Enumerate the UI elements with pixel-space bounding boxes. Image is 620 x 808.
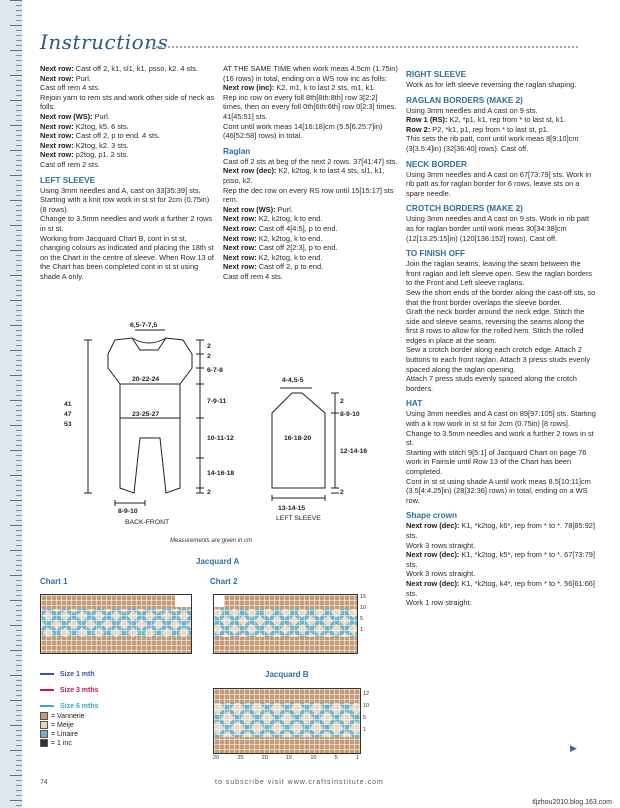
- row-label: Next row:: [223, 214, 257, 224]
- chart-b-row-numbers: 12 10 5 1: [363, 691, 370, 733]
- instruction-line: [406, 345, 596, 374]
- instruction-line: [223, 93, 399, 122]
- instruction-text: K1, *k2tog, k4*, rep from * to *. 56[61:66] sts.: [406, 578, 595, 598]
- instruction-line: [223, 166, 399, 185]
- dim-hip: 23-25-27: [132, 411, 160, 418]
- instruction-line: [406, 125, 596, 135]
- yarn-swatch-icon: [40, 730, 48, 738]
- row-label: Next row:: [223, 252, 257, 262]
- dim-chest: 20-22-24: [132, 376, 160, 383]
- row-label: Row 2:: [406, 124, 431, 134]
- instruction-text: K2tog, k5. 6 sts.: [73, 121, 129, 131]
- dim-sleeve-cuff: 13-14-15: [278, 505, 306, 512]
- row-label: Next row (dec):: [406, 521, 460, 531]
- page-number: 74: [40, 779, 48, 786]
- instruction-line: [40, 83, 215, 93]
- instruction-line: [406, 448, 596, 477]
- row-label: Next row (dec):: [406, 550, 460, 560]
- instruction-text: Using 3mm needles and A cast on 9 sts.: [406, 105, 538, 115]
- instruction-text: Attach 7 press studs evenly spaced along the crotch borders.: [406, 374, 577, 393]
- dim-body: 10-11-12: [207, 435, 234, 442]
- instructions-column-3: [406, 64, 596, 608]
- instruction-line: [223, 122, 399, 141]
- chart-2-label: Chart 2: [210, 577, 238, 586]
- size-legend-item: [40, 667, 99, 683]
- instruction-text: AT THE SAME TIME when work meas 4.5cm (1.75in) (16 rows) in total, ending on a WS row inc as folls:: [223, 64, 398, 83]
- instruction-line: [40, 214, 215, 233]
- row-label: Next row (dec):: [223, 166, 277, 176]
- instructions-column-1: [40, 64, 215, 281]
- dim-sleeve-length: 12-14-16: [340, 448, 368, 455]
- instruction-line: [406, 259, 596, 288]
- instruction-text: Join the raglan seams, leaving the seam between the front raglan and left sleeve open. Sew the raglan borders to the Front and Left sleeve raglans.: [406, 259, 593, 288]
- instruction-text: Cast off 2, p to end. 4 sts.: [73, 131, 160, 141]
- instruction-line: [40, 131, 215, 141]
- section-heading: LEFT SLEEVE: [40, 175, 96, 185]
- instruction-line: [40, 112, 215, 122]
- instruction-line: [40, 150, 215, 160]
- dim-neck: 6,5-7-7,5: [130, 322, 158, 329]
- yarn-legend-item: [40, 730, 85, 739]
- instruction-line: [406, 134, 596, 153]
- yarn-swatch-icon: [40, 712, 48, 720]
- instruction-line: [406, 579, 596, 598]
- instruction-line: [40, 160, 215, 170]
- instruction-line: [223, 224, 399, 234]
- instruction-text: K2, k2tog, k to end.: [256, 233, 323, 243]
- back-front-label: BACK-FRONT: [125, 519, 170, 526]
- instruction-line: [406, 307, 596, 345]
- dim-t1: 2: [207, 343, 211, 350]
- instruction-text: Change to 3.5mm needles and work a further 2 rows in st st.: [40, 214, 213, 233]
- tape-measure-edge: [0, 0, 22, 808]
- instruction-text: Rep the dec row on every RS row until 15[15:17] sts rem.: [223, 185, 394, 205]
- dim-foot: 8-9-10: [118, 508, 138, 515]
- yarn-legend-item: [40, 712, 85, 721]
- size-line-swatch: [40, 689, 54, 691]
- yarn-label: = Linaire: [51, 731, 79, 738]
- instruction-line: [406, 598, 596, 608]
- instruction-text: This sets the rib patt, cont until work meas 8[9:10]cm (3[3.5:4]in) (32[36:40] rows). Cast off.: [406, 134, 579, 153]
- instruction-text: K1, *k2tog, k6*, rep from * to *. 78[85:92] sts.: [406, 521, 595, 540]
- dim-len2: 47: [64, 411, 72, 418]
- instruction-text: Purl.: [275, 204, 293, 214]
- instruction-text: Cont in st st using shade A until work meas 8.5[10:11]cm (3.5[4:4.25]in) (28[32:36] rows) in total, ending on a WS row.: [406, 476, 591, 505]
- instruction-line: [406, 170, 596, 199]
- page-footer: [40, 779, 600, 786]
- instruction-text: Graft the neck border around the neck edge. Stitch the side and sleeve seams, reversing the seams along the first 8 rows to allow for the rolled hem. Stitch the rolled edges in place at the seam.: [406, 307, 585, 345]
- instruction-line: [40, 122, 215, 132]
- chart-1-label: Chart 1: [40, 577, 68, 586]
- instruction-text: K2, m1, k to last 2 sts, m1, k1.: [274, 83, 376, 93]
- instruction-text: Using 3mm needles and A cast on 89[97:105] sts. Starting with a k row work in st st for 2cm (0.75in) [8 rows].: [406, 409, 596, 429]
- instruction-text: Using 3mm needles and A, cast on 33[35:39] sts. Starting with a knit row work in st st for 2cm (0.75in) (8 rows).: [40, 185, 210, 214]
- instruction-text: Cast off rem 2 sts.: [40, 159, 100, 169]
- instruction-line: [223, 272, 399, 282]
- instruction-line: [406, 288, 596, 307]
- dim-sleeve-cap: 8-9-10: [340, 411, 360, 418]
- dim-yoke: 7-9-11: [207, 398, 227, 405]
- row-label: Row 1 (RS):: [406, 115, 448, 125]
- dim-len3: 53: [64, 421, 72, 428]
- row-label: Next row (dec):: [406, 578, 460, 588]
- instruction-line: [223, 157, 399, 167]
- instruction-text: p2tog, p1. 2 sts.: [73, 150, 129, 160]
- instruction-text: Purl.: [73, 73, 91, 83]
- instruction-line: [406, 569, 596, 579]
- instruction-line: [406, 550, 596, 569]
- size-label: Size 1 mth: [60, 671, 95, 678]
- left-sleeve-label: LEFT SLEEVE: [276, 515, 321, 522]
- instruction-line: [40, 64, 215, 74]
- garment-schematic: [40, 318, 380, 558]
- yarn-swatch-icon: [40, 721, 48, 729]
- instruction-text: Cast off rem 4 sts.: [223, 271, 283, 281]
- instruction-line: [406, 429, 596, 448]
- row-label: Next row:: [223, 262, 257, 272]
- instruction-text: K2, k2tog, k to end.: [256, 214, 323, 224]
- instruction-text: Cast off 2 sts at beg of the next 2 rows. 37[41:47] sts.: [223, 156, 398, 166]
- yarn-label: = Vannerie: [51, 713, 85, 720]
- instruction-line: [40, 74, 215, 84]
- jacquard-a-title: Jacquard A: [196, 557, 240, 566]
- row-label: Next row:: [40, 131, 74, 141]
- instruction-text: Cast off 2[2:3], p to end.: [256, 243, 338, 253]
- size-legend-item: [40, 683, 99, 699]
- yarn-legend-item: [40, 739, 85, 748]
- page-title: Instructions: [40, 30, 169, 54]
- dim-sleeve-hem: 2: [340, 489, 344, 496]
- instruction-text: Work as for left sleeve reversing the raglan shaping.: [406, 80, 577, 89]
- instruction-line: [223, 234, 399, 244]
- yarn-label: = 1 inc: [51, 740, 72, 747]
- jacquard-chart-2: [213, 594, 358, 654]
- instruction-text: Sew a crotch border along each crotch edge. Attach 2 buttons to each front raglan. Attach 3 press studs evenly spaced along the raglan opening.: [406, 345, 591, 374]
- instruction-line: [406, 106, 596, 116]
- instruction-line: [223, 214, 399, 224]
- dim-sleeve-2: 2: [340, 398, 344, 405]
- chart-a-row-numbers: 15 10 5 1: [360, 594, 367, 633]
- jacquard-chart-1: [40, 594, 192, 654]
- dim-len1: 41: [64, 401, 72, 408]
- row-label: Next row:: [40, 73, 74, 83]
- instruction-text: Cast off 4[4:5], p to end.: [256, 223, 338, 233]
- row-label: Next row (WS):: [223, 204, 276, 214]
- row-label: Next row:: [40, 150, 74, 160]
- dim-sleeve-top: 4-4,5-5: [282, 377, 304, 384]
- instruction-text: K2, *p1, k1, rep from * to last st, k1.: [447, 115, 566, 125]
- section-heading: CROTCH BORDERS (MAKE 2): [406, 204, 523, 214]
- row-label: Next row:: [40, 140, 74, 150]
- instruction-text: Rep inc row on every foll 8th[8th:8th] row 3[2:2] times, then on every foll 0th[6th:6th] row 0[2:3] times. 41[45:51] sts.: [223, 92, 397, 121]
- instruction-text: Starting with stitch 9[5:1] of Jacquard Chart on page 76 work in Fairisle until Row 13 of the Chart has been completed.: [406, 447, 587, 476]
- section-heading: RAGLAN BORDERS (MAKE 2): [406, 95, 523, 105]
- instruction-line: [406, 80, 596, 90]
- yarn-legend-item: [40, 721, 85, 730]
- dim-leg: 14-16-18: [207, 470, 235, 477]
- instruction-line: [406, 477, 596, 506]
- instruction-line: [223, 83, 399, 93]
- instruction-text: Cont until work meas 14[16:18]cm (5.5[6.25:7]in) (46[52:58] rows) in total.: [223, 121, 383, 141]
- instruction-line: [223, 243, 399, 253]
- instructions-column-2: [223, 64, 399, 281]
- jacquard-b-title: Jacquard B: [265, 670, 309, 679]
- yarn-label: = Meije: [51, 722, 74, 729]
- size-label: Size 6 mths: [60, 703, 99, 710]
- section-heading: Raglan: [223, 146, 251, 156]
- jacquard-chart-b: [213, 688, 361, 754]
- blog-credit: tljzhou2010.blog.163.com: [532, 799, 612, 806]
- dim-hem: 2: [207, 489, 211, 496]
- instruction-text: Using 3mm needles and A cast on 67[73:79] sts. Work in rib patt as for raglan border for 6 rows, leave sts on a spare needle.: [406, 169, 592, 198]
- instruction-text: Cast off 2, p to end.: [256, 262, 324, 272]
- instruction-line: [406, 115, 596, 125]
- instruction-text: Rejoin yarn to rem sts and work other side of neck as folls:: [40, 92, 215, 112]
- section-heading: HAT: [406, 399, 423, 409]
- section-heading: TO FINISH OFF: [406, 249, 465, 259]
- row-label: Next row:: [223, 223, 257, 233]
- row-label: Next row (inc):: [223, 83, 275, 93]
- row-label: Next row:: [40, 64, 74, 73]
- section-heading: Shape crown: [406, 511, 457, 521]
- row-label: Next row:: [40, 121, 74, 131]
- instruction-text: Work 1 row straight.: [406, 598, 472, 608]
- section-heading: NECK BORDER: [406, 159, 467, 169]
- row-label: Next row (WS):: [40, 111, 93, 121]
- instruction-text: K2tog, k2. 3 sts.: [73, 140, 129, 150]
- title-divider: [148, 46, 578, 48]
- instruction-line: [223, 186, 399, 205]
- instruction-line: [406, 541, 596, 551]
- instruction-line: [40, 93, 215, 112]
- instruction-line: [40, 186, 215, 215]
- instruction-text: K1, *k2tog, k5*, rep from * to *. 67[73:79] sts.: [406, 550, 595, 569]
- size-line-swatch: [40, 673, 54, 675]
- subscribe-text: to subscribe visit www.craftsinstitute.com: [215, 779, 384, 786]
- dim-sleeve-width: 16-18-20: [284, 435, 312, 442]
- instruction-text: Work 3 rows straight.: [406, 569, 476, 579]
- yarn-legend: [40, 712, 85, 748]
- instruction-text: K2, k2tog, k to end.: [256, 252, 323, 262]
- instruction-line: [406, 374, 596, 393]
- section-heading: RIGHT SLEEVE: [406, 70, 467, 79]
- instruction-line: [223, 205, 399, 215]
- row-label: Next row:: [223, 243, 257, 253]
- size-legend: [40, 667, 99, 715]
- instruction-line: [406, 521, 596, 540]
- instruction-text: Purl.: [92, 111, 110, 121]
- instruction-line: [40, 234, 215, 282]
- instruction-text: K2, k2tog, k to last 4 sts, sl1, k1, psso, k2.: [223, 166, 385, 185]
- instruction-line: [223, 253, 399, 263]
- measurement-note: Measurements are given in cm: [170, 538, 253, 544]
- instruction-line: [406, 409, 596, 428]
- instruction-line: [223, 64, 399, 83]
- instruction-text: Cast off 2, k1, sl1, k1, psso, k2. 4 sts.: [73, 64, 199, 73]
- dim-t2: 2: [207, 353, 211, 360]
- instruction-text: Working from Jacquard Chart B, cont in st st, changing colours as indicated and placing the 18th st on the Chart in the centre of sleeve. When Row 13 of the Chart has been completed cont in st st using shade A only.: [40, 233, 214, 281]
- instruction-text: Sew the short ends of the border along the cast-off sts, so that the front border overlaps the sleeve border.: [406, 287, 596, 307]
- instruction-text: Using 3mm needles and A cast on 9 sts. Work in rib patt as for raglan border until work meas 30[34:38]cm (12[13.25:15]in) (120[136:152] rows). Cast off.: [406, 214, 590, 243]
- instruction-text: Change to 3.5mm needles and work a further 2 rows in st st.: [406, 428, 594, 448]
- yarn-swatch-icon: [40, 739, 48, 747]
- instruction-line: [406, 214, 596, 243]
- row-label: Next row:: [223, 233, 257, 243]
- dim-shoulder: 6-7-8: [207, 367, 223, 374]
- size-line-swatch: [40, 705, 54, 707]
- instruction-text: Work 3 rows straight.: [406, 540, 476, 550]
- size-label: Size 3 mths: [60, 687, 99, 694]
- continue-arrow-icon: ▶: [570, 743, 577, 753]
- chart-b-column-numbers: 20 25 20 15 10 5 1: [213, 755, 359, 761]
- instruction-line: [223, 262, 399, 272]
- instruction-line: [40, 141, 215, 151]
- instruction-text: P2, *k1, p1, rep from * to last st, p1.: [430, 124, 549, 134]
- instruction-text: Cast off rem 4 sts.: [40, 83, 100, 93]
